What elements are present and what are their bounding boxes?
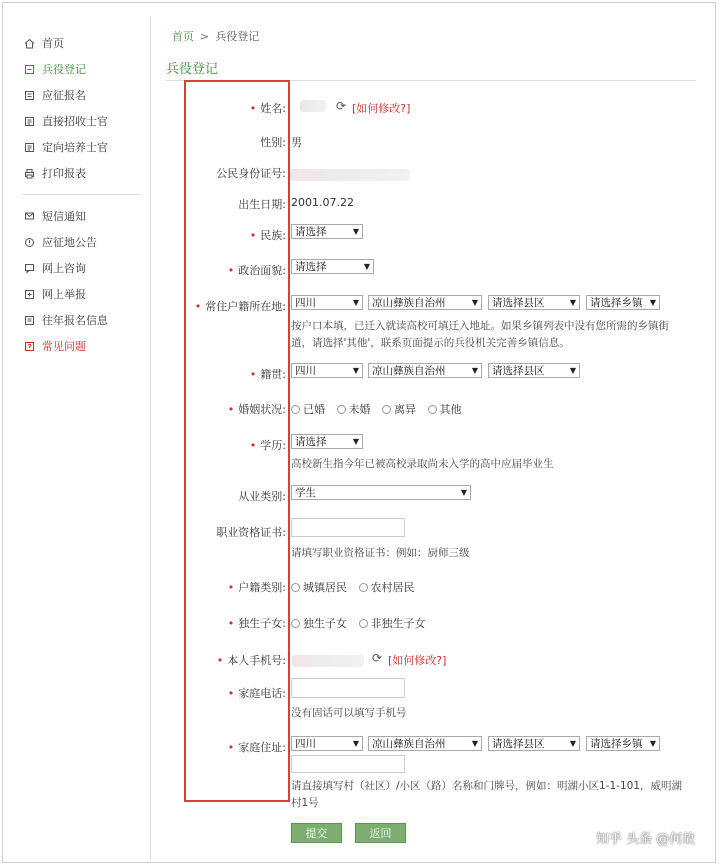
home-phone-input[interactable] [291,678,405,698]
required-marker: • [216,654,224,667]
certificate-label: 职业资格证书: [216,526,286,539]
only-child-radio-group [291,615,434,631]
birth-date-label: 出生日期: [238,198,286,211]
chevron-down-icon: ▼ [352,298,359,307]
document-icon [22,140,36,154]
home-phone-hint: 没有固话可以填写手机号 [291,707,407,719]
address-prefecture-select[interactable]: 凉山彝族自治州 ▼ [368,736,482,751]
address-hint: 请直接填写村（社区）/小区（路）名称和门牌号，例如：明湖小区1-1-101，威明湖 村1号 [291,780,683,809]
chevron-down-icon: ▼ [363,262,370,271]
chevron-down-icon: ▼ [649,298,656,307]
form-icon [22,88,36,102]
breadcrumb-home-link[interactable]: 首页 [172,30,194,43]
name-value-blurred [300,100,326,112]
required-marker: • [249,368,257,381]
name-label: • 姓名: [249,102,286,115]
sidebar-item-history[interactable] [22,307,140,333]
birth-date-value: 2001.07.22 [291,196,354,209]
breadcrumb-current: 兵役登记 [215,30,260,43]
id-number-label: 公民身份证号: [216,167,286,180]
breadcrumb [172,28,259,44]
chevron-down-icon: ▼ [569,366,576,375]
education-label: • 学历: [249,439,286,452]
sidebar-item-label: 网上咨询 [42,262,86,275]
chevron-down-icon: ▼ [352,227,359,236]
marital-label: • 婚姻状况: [227,403,286,416]
sidebar-item-registration[interactable] [22,56,140,82]
household-town-select[interactable]: 请选择乡镇 ▼ [586,295,660,310]
sidebar-item-report[interactable] [22,281,140,307]
marital-radio-other[interactable]: 其他 [428,401,462,417]
native-prefecture-select[interactable]: 凉山彝族自治州 ▼ [368,363,482,378]
sidebar-item-directed-nco[interactable] [22,134,140,160]
sidebar-item-label: 短信通知 [42,210,86,223]
sidebar-item-label: 应征地公告 [42,236,97,249]
mobile-value-blurred [292,655,364,667]
required-marker: • [227,264,235,277]
address-province-select[interactable]: 四川 ▼ [291,736,363,751]
sidebar-item-faq[interactable] [22,333,140,359]
home-phone-label: • 家庭电话: [227,687,286,700]
mobile-label: • 本人手机号: [216,654,286,667]
chevron-down-icon: ▼ [352,366,359,375]
sidebar-divider [22,194,140,195]
household-province-select[interactable]: 四川 ▼ [291,295,363,310]
submit-button[interactable]: 提交 [291,823,342,843]
only-child-label: • 独生子女: [227,617,286,630]
chevron-down-icon: ▼ [569,739,576,748]
only-child-radio-no[interactable]: 非独生子女 [359,615,426,631]
chevron-down-icon: ▼ [460,488,467,497]
chevron-down-icon: ▼ [352,437,359,446]
sidebar [22,30,140,359]
marital-radio-unmarried[interactable]: 未婚 [337,401,371,417]
address-county-select[interactable]: 请选择县区 ▼ [488,736,580,751]
household-label: • 常住户籍所在地: [194,300,286,313]
sidebar-item-label: 兵役登记 [42,63,86,76]
native-place-label: • 籍贯: [249,368,286,381]
household-county-select[interactable]: 请选择县区 ▼ [488,295,580,310]
sidebar-item-label: 首页 [42,37,64,50]
certificate-input[interactable] [291,518,405,537]
ethnicity-select[interactable]: 请选择 ▼ [291,224,363,239]
household-hint: 按户口本填，已迁入就读高校可填迁入地址。如果乡镇列表中没有您所需的乡镇街 道，请选择'其他'，联系页面提示的兵役机关完善乡镇信息。 [291,320,669,349]
report-icon [22,287,36,301]
chevron-down-icon: ▼ [649,739,656,748]
required-marker: • [227,581,235,594]
political-select[interactable]: 请选择 ▼ [291,259,374,274]
required-marker: • [249,229,257,242]
sidebar-item-label: 定向培养士官 [42,141,108,154]
history-icon [22,313,36,327]
chevron-down-icon: ▼ [471,366,478,375]
required-marker: • [249,439,257,452]
content-divider [150,16,151,861]
required-marker: • [227,403,235,416]
required-marker: • [249,102,257,115]
sidebar-item-direct-nco[interactable] [22,108,140,134]
required-marker: • [227,687,235,700]
ethnicity-label: • 民族: [249,229,286,242]
back-button[interactable]: 返回 [355,823,406,843]
chat-icon [22,261,36,275]
notice-icon [22,235,36,249]
sidebar-item-print[interactable] [22,160,140,186]
chevron-down-icon: ▼ [352,739,359,748]
household-type-radio-rural[interactable]: 农村居民 [359,579,415,595]
certificate-hint: 请填写职业资格证书：例如：厨师三级 [291,547,470,559]
watermark-text: 知乎 头条 @何故 [596,832,696,847]
native-province-select[interactable]: 四川 ▼ [291,363,363,378]
address-town-select[interactable]: 请选择乡镇 ▼ [586,736,660,751]
gender-label: 性别: [260,136,286,149]
home-icon [22,36,36,50]
sidebar-item-home[interactable] [22,30,140,56]
required-marker: • [227,617,235,630]
sidebar-item-label: 常见问题 [42,340,86,353]
only-child-radio-yes[interactable]: 独生子女 [291,615,347,631]
chevron-down-icon: ▼ [569,298,576,307]
chevron-down-icon: ▼ [471,739,478,748]
native-county-select[interactable]: 请选择县区 ▼ [488,363,580,378]
mobile-edit-link[interactable]: [如何修改?] [388,654,447,667]
education-select[interactable]: 请选择 ▼ [291,434,363,449]
refresh-icon[interactable]: ⟳ [372,651,383,665]
education-hint: 高校新生指今年已被高校录取尚未入学的高中应届毕业生 [291,458,554,470]
sidebar-item-label: 直接招收士官 [42,115,108,128]
sidebar-item-sms[interactable] [22,203,140,229]
message-icon [22,209,36,223]
household-type-radio-urban[interactable]: 城镇居民 [291,579,347,595]
marital-radio-married[interactable]: 已婚 [291,401,325,417]
refresh-icon[interactable]: ⟳ [336,99,347,113]
sidebar-item-label: 应征报名 [42,89,86,102]
page-title: 兵役登记 [166,62,219,77]
name-edit-link[interactable]: [如何修改?] [352,102,411,115]
required-marker: • [227,741,235,754]
sidebar-item-label: 往年报名信息 [42,314,108,327]
question-icon [22,339,36,353]
id-number-blurred [290,169,410,181]
marital-radio-divorced[interactable]: 离异 [382,401,416,417]
sidebar-item-consult[interactable] [22,255,140,281]
political-label: • 政治面貌: [227,264,286,277]
sidebar-item-announcement[interactable] [22,229,140,255]
chevron-down-icon: ▼ [471,298,478,307]
printer-icon [22,166,36,180]
gender-value: 男 [291,136,302,149]
breadcrumb-separator: > [200,30,210,43]
required-marker: • [194,300,202,313]
sidebar-item-label: 打印报表 [42,167,86,180]
document-icon [22,114,36,128]
marital-radio-group [291,401,470,417]
register-icon [22,62,36,76]
address-label: • 家庭住址: [227,741,286,754]
occupation-label: 从业类别: [238,490,286,503]
sidebar-item-label: 网上举报 [42,288,86,301]
address-detail-input[interactable] [291,755,405,773]
sidebar-item-enlist-signup[interactable] [22,82,140,108]
household-type-radio-group [291,579,423,595]
household-type-label: • 户籍类别: [227,581,286,594]
occupation-select[interactable]: 学生 ▼ [291,485,471,500]
household-prefecture-select[interactable]: 凉山彝族自治州 ▼ [368,295,482,310]
